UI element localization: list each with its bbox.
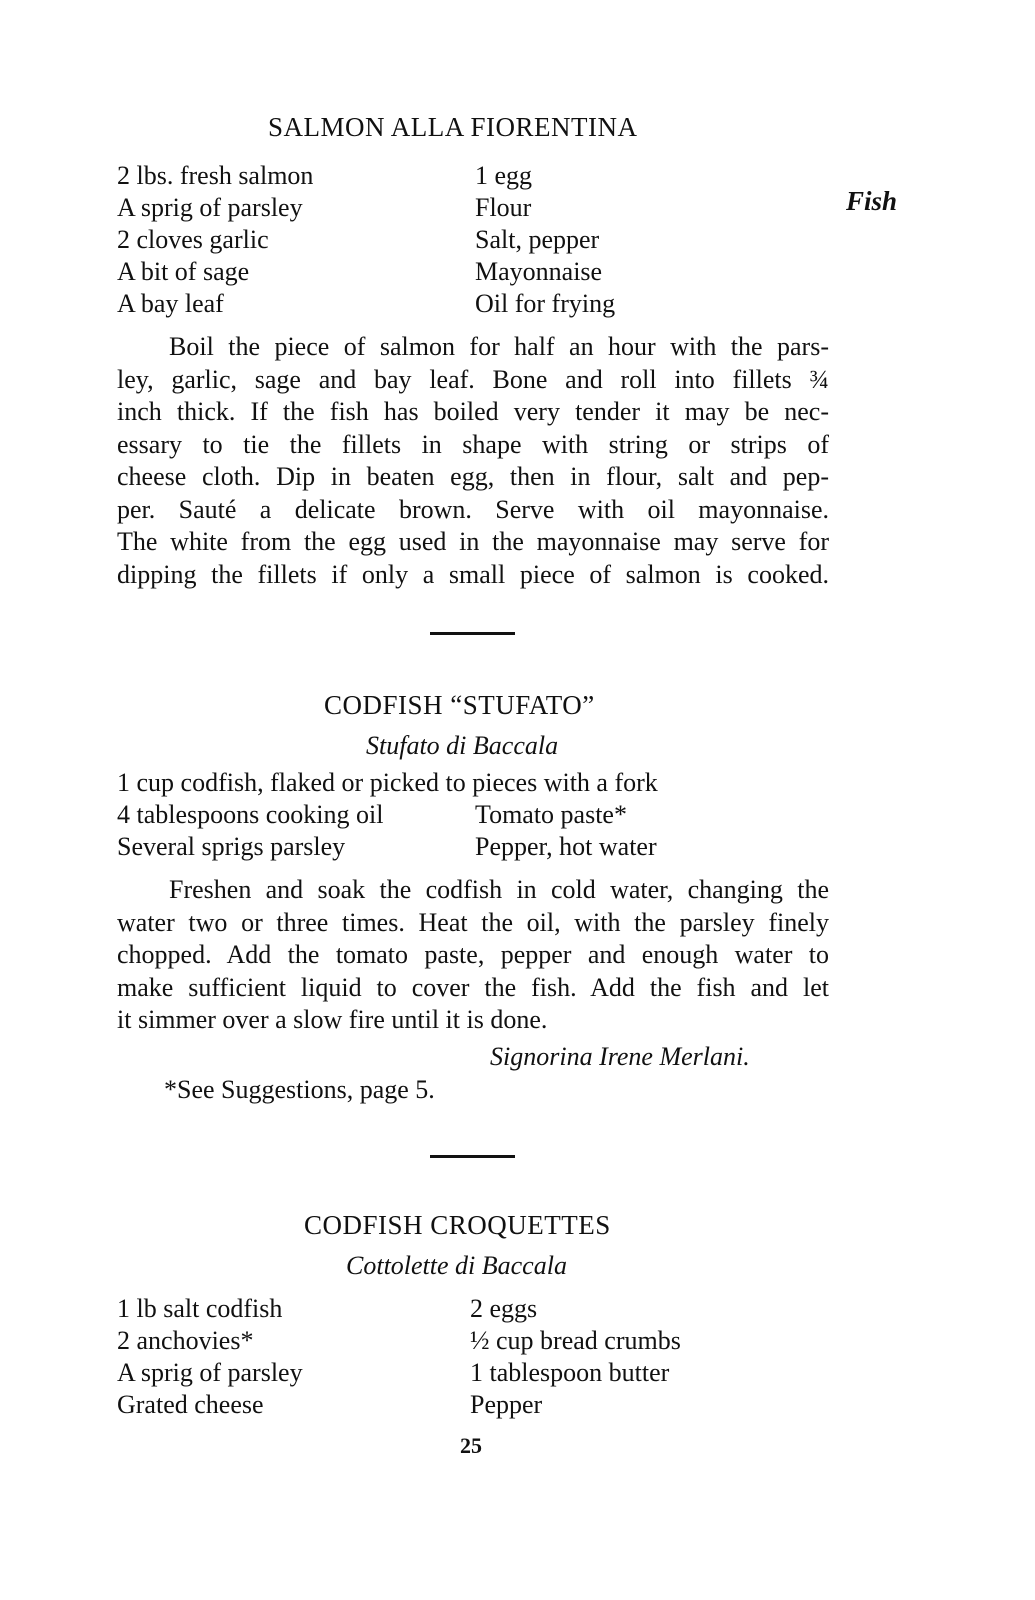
ingredient: 2 anchovies* bbox=[117, 1326, 254, 1355]
ingredient: A bay leaf bbox=[117, 289, 224, 318]
ingredient: Oil for frying bbox=[475, 289, 616, 318]
ingredient: 2 lbs. fresh salmon bbox=[117, 161, 314, 190]
ingredient: 1 egg bbox=[475, 161, 533, 190]
ingredient: 1 tablespoon butter bbox=[470, 1358, 670, 1387]
paragraph-line: essary to tie the fillets in shape with string or strips of bbox=[117, 429, 829, 459]
croquettes-ingredients-left bbox=[117, 1293, 303, 1421]
recipe-title-codfish-croquettes: CODFISH CROQUETTES bbox=[304, 1210, 611, 1240]
ingredient: Pepper bbox=[470, 1390, 543, 1419]
ingredient: 1 lb salt codfish bbox=[117, 1294, 283, 1323]
page-number: 25 bbox=[460, 1433, 482, 1458]
stufato-ingredient-full: 1 cup codfish, flaked or picked to pieces with a fork bbox=[117, 768, 658, 797]
recipe-signature: Signorina Irene Merlani. bbox=[490, 1042, 750, 1071]
paragraph-line: inch thick. If the fish has boiled very tender it may be nec- bbox=[117, 397, 829, 426]
paragraph-line: water two or three times. Heat the oil, with the parsley finely bbox=[117, 907, 829, 937]
salmon-ingredients-left bbox=[117, 160, 313, 320]
paragraph-line: it simmer over a slow fire until it is done. bbox=[117, 1005, 548, 1034]
paragraph-line: ley, garlic, sage and bay leaf. Bone and roll into fillets ¾ bbox=[117, 364, 829, 394]
paragraph-line: The white from the egg used in the mayonnaise may serve for bbox=[117, 527, 829, 556]
stufato-ingredients-left bbox=[117, 799, 383, 863]
paragraph-line: Boil the piece of salmon for half an hour with the pars- bbox=[169, 332, 829, 361]
recipe-subtitle-cottolette: Cottolette di Baccala bbox=[346, 1251, 567, 1280]
ingredient: 4 tablespoons cooking oil bbox=[117, 800, 384, 829]
ingredient: Salt, pepper bbox=[475, 225, 600, 254]
ingredient: ½ cup bread crumbs bbox=[470, 1326, 681, 1355]
ingredient: Mayonnaise bbox=[475, 257, 603, 286]
ingredient: A bit of sage bbox=[117, 257, 250, 286]
ingredient: A sprig of parsley bbox=[117, 1358, 303, 1387]
paragraph-line: Freshen and soak the codfish in cold water, changing the bbox=[169, 875, 829, 904]
paragraph-line: chopped. Add the tomato paste, pepper and enough water to bbox=[117, 940, 829, 969]
section-divider bbox=[430, 1155, 515, 1158]
paragraph-line: dipping the fillets if only a small piece of salmon is cooked. bbox=[117, 559, 829, 589]
ingredient: 2 cloves garlic bbox=[117, 225, 269, 254]
recipe-subtitle-stufato: Stufato di Baccala bbox=[366, 731, 559, 760]
salmon-ingredients-right bbox=[475, 160, 615, 320]
ingredient: Grated cheese bbox=[117, 1390, 264, 1419]
croquettes-ingredients-right bbox=[470, 1293, 681, 1421]
section-divider bbox=[430, 632, 515, 635]
ingredient: Several sprigs parsley bbox=[117, 832, 346, 861]
paragraph-line: cheese cloth. Dip in beaten egg, then in flour, salt and pep- bbox=[117, 462, 829, 491]
stufato-ingredients-right bbox=[475, 799, 657, 863]
ingredient: Flour bbox=[475, 193, 532, 222]
paragraph-line: make sufficient liquid to cover the fish. Add the fish and let bbox=[117, 972, 829, 1002]
stufato-instructions bbox=[117, 874, 829, 1037]
ingredient: A sprig of parsley bbox=[117, 193, 303, 222]
footnote: *See Suggestions, page 5. bbox=[164, 1075, 435, 1104]
ingredient: Tomato paste* bbox=[475, 800, 627, 829]
ingredient: 2 eggs bbox=[470, 1294, 538, 1323]
ingredient: Pepper, hot water bbox=[475, 832, 657, 861]
salmon-instructions bbox=[117, 331, 829, 591]
paragraph-line: per. Sauté a delicate brown. Serve with oil mayonnaise. bbox=[117, 494, 829, 524]
recipe-title-codfish-stufato: CODFISH “STUFATO” bbox=[324, 690, 595, 720]
recipe-title-salmon: SALMON ALLA FIORENTINA bbox=[268, 112, 638, 142]
side-label-fish: Fish bbox=[846, 186, 898, 216]
